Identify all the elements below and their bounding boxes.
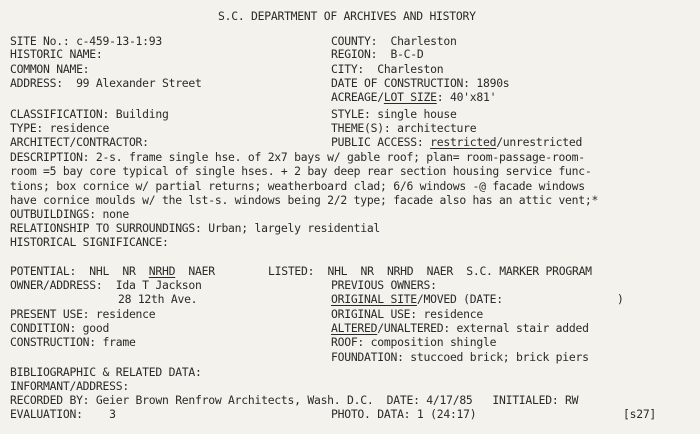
restricted-underlined: restricted <box>430 135 497 149</box>
description-line: room =5 bay core typical of single hses. + 2 bay deep rear section housing service func- <box>10 164 592 178</box>
classification: CLASSIFICATION: Building <box>10 107 169 121</box>
card-header: S.C. DEPARTMENT OF ARCHIVES AND HISTORY <box>218 9 476 23</box>
themes: THEME(S): architecture <box>331 121 477 135</box>
lot-size-underlined: LOT SIZE <box>383 90 437 104</box>
historical-significance: HISTORICAL SIGNIFICANCE: <box>10 235 169 249</box>
foundation: FOUNDATION: stuccoed brick; brick piers <box>331 350 589 364</box>
type: TYPE: residence <box>10 121 110 135</box>
altered-suffix: /UNALTERED: external stair added <box>377 321 589 335</box>
relationship-to-surroundings: RELATIONSHIP TO SURROUNDINGS: Urban; largely residential <box>10 221 381 235</box>
public-access <box>331 136 582 149</box>
site-number: SITE No.: c-459-13-1:93 <box>10 34 162 48</box>
nrhd-underlined: NRHD <box>148 264 176 278</box>
potential <box>10 265 215 278</box>
construction: CONSTRUCTION: frame <box>10 335 136 349</box>
historic-name: HISTORIC NAME: <box>10 47 103 61</box>
description-line: DESCRIPTION: 2-s. frame single hse. of 2x7 bays w/ gable roof; plan= room-passage-room- <box>10 150 585 164</box>
public-access-prefix: PUBLIC ACCESS: <box>331 135 431 149</box>
altered-underlined: ALTERED <box>331 321 378 335</box>
original-site-close-paren: ) <box>617 292 624 306</box>
county: COUNTY: Charleston <box>331 34 457 48</box>
outbuildings: OUTBUILDINGS: none <box>10 207 129 221</box>
previous-owners: PREVIOUS OWNERS: <box>331 278 437 292</box>
evaluation: EVALUATION: 3 <box>10 407 116 421</box>
potential-suffix: NAER <box>175 264 215 278</box>
common-name: COMMON NAME: <box>10 62 90 76</box>
original-use: ORIGINAL USE: residence <box>331 307 483 321</box>
altered-unaltered <box>331 322 589 335</box>
acreage-lot-size <box>331 91 496 104</box>
address: ADDRESS: 99 Alexander Street <box>10 76 202 90</box>
region: REGION: B-C-D <box>331 47 424 61</box>
bibliographic-data: BIBLIOGRAPHIC & RELATED DATA: <box>10 365 202 379</box>
city: CITY: Charleston <box>331 62 444 76</box>
acreage-prefix: ACREAGE/ <box>331 90 384 104</box>
informant-address: INFORMANT/ADDRESS: <box>10 379 129 393</box>
original-site-suffix: /MOVED (DATE: <box>416 292 503 306</box>
present-use: PRESENT USE: residence <box>10 307 156 321</box>
description-line: tions; box cornice w/ partial returns; weatherboard clad; 6/6 windows -@ facade windows <box>10 179 585 193</box>
listed: LISTED: NHL NR NRHD NAER S.C. MARKER PROGRAM <box>268 264 592 278</box>
acreage-value: : 40'x81' <box>436 90 497 104</box>
owner-address: OWNER/ADDRESS: Ida T Jackson <box>10 278 202 292</box>
card-code: [s27] <box>623 407 657 421</box>
roof: ROOF: composition shingle <box>331 335 497 349</box>
recorded-by: RECORDED BY: Geier Brown Renfrow Architects, Wash. D.C. DATE: 4/17/85 INITIALED: RW <box>10 393 579 407</box>
owner-address-line-2: 28 12th Ave. <box>118 292 198 306</box>
photo-data: PHOTO. DATA: 1 (24:17) <box>331 407 477 421</box>
date-of-construction: DATE OF CONSTRUCTION: 1890s <box>331 76 510 90</box>
style: STYLE: single house <box>331 107 457 121</box>
condition: CONDITION: good <box>10 321 110 335</box>
description-line: have cornice moulds w/ the lst-s. windows being 2/2 type; facade also has an attic vent;* <box>10 193 599 207</box>
architect-contractor: ARCHITECT/CONTRACTOR: <box>10 135 149 149</box>
potential-prefix: POTENTIAL: NHL NR <box>10 264 149 278</box>
original-site-underlined: ORIGINAL SITE <box>331 292 417 306</box>
public-access-suffix: /unrestricted <box>496 135 583 149</box>
original-site-moved <box>331 293 503 306</box>
